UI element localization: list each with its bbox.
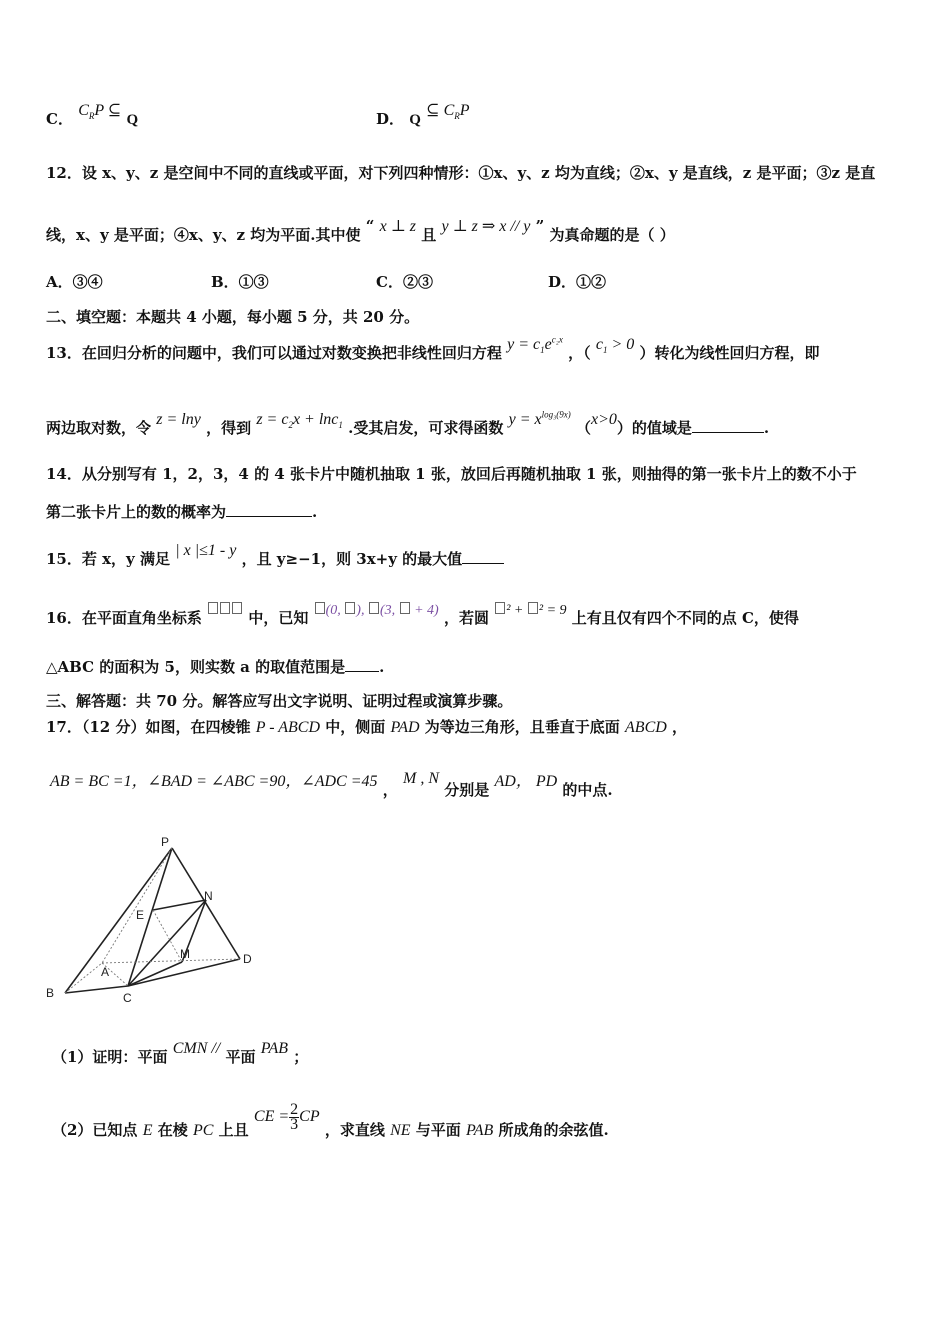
q17-part2-text-a: （2）已知点 <box>52 1121 138 1140</box>
segment-cm <box>128 962 182 986</box>
q11-option-c-math: $C_RP$ ⊆ <box>78 102 122 122</box>
q12-quote-close: ” <box>535 217 545 235</box>
q17-part2-point-e: E <box>142 1122 153 1140</box>
q13-text-h: ）的值域是 <box>616 419 692 437</box>
q13-end: . <box>763 419 770 437</box>
q16-coord-system <box>207 600 243 618</box>
q17-line1 <box>46 716 687 737</box>
q17-part2-text-d: ，求直线 <box>324 1121 385 1140</box>
q17-part1-plane-cmn: CMN // <box>172 1040 221 1057</box>
q11-options <box>46 102 139 130</box>
q17-part1-plane-pab: PAB <box>260 1040 288 1057</box>
q11-option-c-tail: Q <box>126 112 139 128</box>
q13-text-a: 13．在回归分析的问题中，我们可以通过对数变换把非线性回归方程 <box>46 344 502 362</box>
q12-math-1: x ⊥ z <box>379 218 416 235</box>
q13-eq1: $y = c_1e^{c_2x}$ <box>507 334 563 356</box>
q12-and: 且 <box>421 226 437 244</box>
q13-line1 <box>46 334 820 364</box>
q13-eq3: $z = c_2x + \ln c_1$ <box>256 411 343 431</box>
q15-text-b: ，且 y≥−1，则 3x+y 的最大值 <box>241 550 463 568</box>
hidden-edge-pa <box>102 848 172 963</box>
section-3-heading: 三、解答题：共 70 分。解答应写出文字说明、证明过程或演算步骤。 <box>46 692 513 710</box>
q17-text-b: 中，侧面 <box>325 718 386 736</box>
q17-part2-edge-pc: PC <box>192 1122 214 1140</box>
q16-text: △ABC 的面积为 5，则实数 a 的取值范围是 <box>46 658 346 676</box>
q17-part1-text-b: 平面 <box>225 1048 256 1066</box>
q17-segments: AD， PD <box>494 773 558 790</box>
q17-midpoints: M , N <box>403 770 440 787</box>
q15-line <box>46 542 504 569</box>
q12-line1: 12．设 x、y、z 是空间中不同的直线或平面，对下列四种情形：①x、y、z 均为直线；②x、y 是直线，z 是平面；③z 是直 <box>46 164 876 182</box>
q13-domain: x>0 <box>590 411 617 428</box>
q17-part2-text-e: 与平面 <box>415 1121 461 1140</box>
q11-option-d <box>376 102 470 130</box>
label-n: N <box>204 889 213 903</box>
q16-text-d: 上有且仅有四个不同的点 C，使得 <box>571 609 799 627</box>
q17-text-c: 为等边三角形，且垂直于底面 <box>424 718 620 736</box>
q17-part2-text-c: 上且 <box>218 1121 249 1140</box>
hidden-edge-ad <box>102 959 240 963</box>
q16-line2 <box>46 656 384 677</box>
q17-text-g: 的中点. <box>562 781 613 799</box>
q16-end: . <box>379 658 385 676</box>
q11-option-c-label: C． <box>46 110 73 128</box>
q17-part2-text-b: 在棱 <box>157 1121 188 1140</box>
q16-text-b: 中，已知 <box>248 609 309 627</box>
edge-pb <box>65 848 172 993</box>
edge-cd <box>128 959 240 986</box>
q12-text-b: 为真命题的是（ ） <box>549 226 675 244</box>
q13-eq4: $y = x^{log_3(9x)}$ <box>508 409 571 428</box>
q17-part1-end: ； <box>293 1048 309 1066</box>
q13-text-b: ，（ <box>568 344 591 362</box>
q17-base: ABCD <box>625 719 667 736</box>
q17-text-d: ， <box>672 718 688 736</box>
q12-quote-open: “ <box>365 217 375 235</box>
q14-line1: 14．从分别写有 1，2，3，4 的 4 张卡片中随机抽取 1 张，放回后再随机抽取 1 张，则抽得的第一张卡片上的数不小于 <box>46 465 857 483</box>
q17-part2-vector-eq: CE = $\frac{2}{3}$ CP <box>253 1101 320 1133</box>
q17-text-a: 17．（12 分）如图，在四棱锥 <box>46 718 251 736</box>
q17-part2 <box>52 1101 609 1146</box>
q13-text-e: ，得到 <box>206 419 252 437</box>
q12-option-c: C．②③ <box>376 273 433 291</box>
q16-line1 <box>46 603 799 628</box>
q12-option-b: B．①③ <box>211 273 269 291</box>
label-a: A <box>101 965 110 979</box>
q13-cond: $c_1 > 0$ <box>595 336 635 356</box>
q14-answer-blank[interactable] <box>226 504 312 517</box>
q13-text-c: ）转化为线性回归方程，即 <box>639 344 820 362</box>
q13-eq2: z = lny <box>156 411 201 428</box>
q14-text: 第二张卡片上的数的概率为 <box>46 503 227 521</box>
label-e: E <box>136 908 145 922</box>
q14-end: . <box>312 503 318 521</box>
q12-options <box>46 271 606 292</box>
pyramid-figure <box>40 826 270 1012</box>
q12-option-a: A．③④ <box>46 273 103 291</box>
q15-math: | x |≤1 - y <box>175 542 237 559</box>
edge-pc <box>128 848 172 986</box>
label-c: C <box>123 991 132 1005</box>
q13-answer-blank[interactable] <box>692 420 764 433</box>
label-d: D <box>243 952 252 966</box>
q17-face-pad: PAD <box>390 719 420 736</box>
q13-text-f: .受其启发，可求得函数 <box>348 419 504 437</box>
q12-math-2: y ⊥ z ⇒ x // y <box>441 218 531 235</box>
label-b: B <box>46 986 55 1000</box>
q16-circle: ² + ² = 9 <box>494 603 566 618</box>
q16-points: (0, ), (3, + 4) <box>314 603 439 618</box>
q16-text-c: ，若圆 <box>443 609 489 627</box>
q17-part1-text-a: （1）证明：平面 <box>52 1048 168 1066</box>
q17-part2-plane-pab: PAB <box>466 1122 494 1140</box>
q16-answer-blank[interactable] <box>345 659 379 672</box>
q11-option-d-label: D． <box>376 110 405 128</box>
edge-bc <box>65 986 128 993</box>
q13-text-g: （ <box>575 419 591 437</box>
q11-option-d-math: ⊆ $C_RP$ <box>426 102 470 122</box>
q12-option-d: D．①② <box>548 273 607 291</box>
q11-option-d-head: Q <box>409 112 421 128</box>
q17-part2-line-ne: NE <box>390 1122 411 1140</box>
label-m: M <box>180 947 190 961</box>
q17-pyramid: P - ABCD <box>255 719 321 736</box>
q17-text-f: 分别是 <box>444 781 490 799</box>
label-p: P <box>161 835 170 849</box>
q17-conditions: AB = BC =1，∠BAD = ∠ABC =90，∠ADC =45 <box>50 773 378 790</box>
q17-part1 <box>52 1040 309 1067</box>
q15-text-a: 15．若 x，y 满足 <box>46 550 170 568</box>
section-2-heading: 二、填空题：本题共 4 小题，每小题 5 分，共 20 分。 <box>46 308 420 326</box>
q17-text-e: ， <box>382 781 398 799</box>
q15-answer-blank[interactable] <box>462 551 504 564</box>
q12-line2 <box>46 217 675 245</box>
q13-line2 <box>46 409 770 439</box>
q13-text-d: 两边取对数，令 <box>46 419 152 437</box>
q14-line2 <box>46 501 317 522</box>
q12-text-a: 线，x、y 是平面；④x、y、z 均为平面.其中使 <box>46 226 361 244</box>
edge-pd <box>172 848 240 959</box>
q17-line2 <box>46 770 613 800</box>
q16-text-a: 16．在平面直角坐标系 <box>46 609 202 627</box>
q17-part2-text-f: 所成角的余弦值. <box>498 1121 609 1140</box>
